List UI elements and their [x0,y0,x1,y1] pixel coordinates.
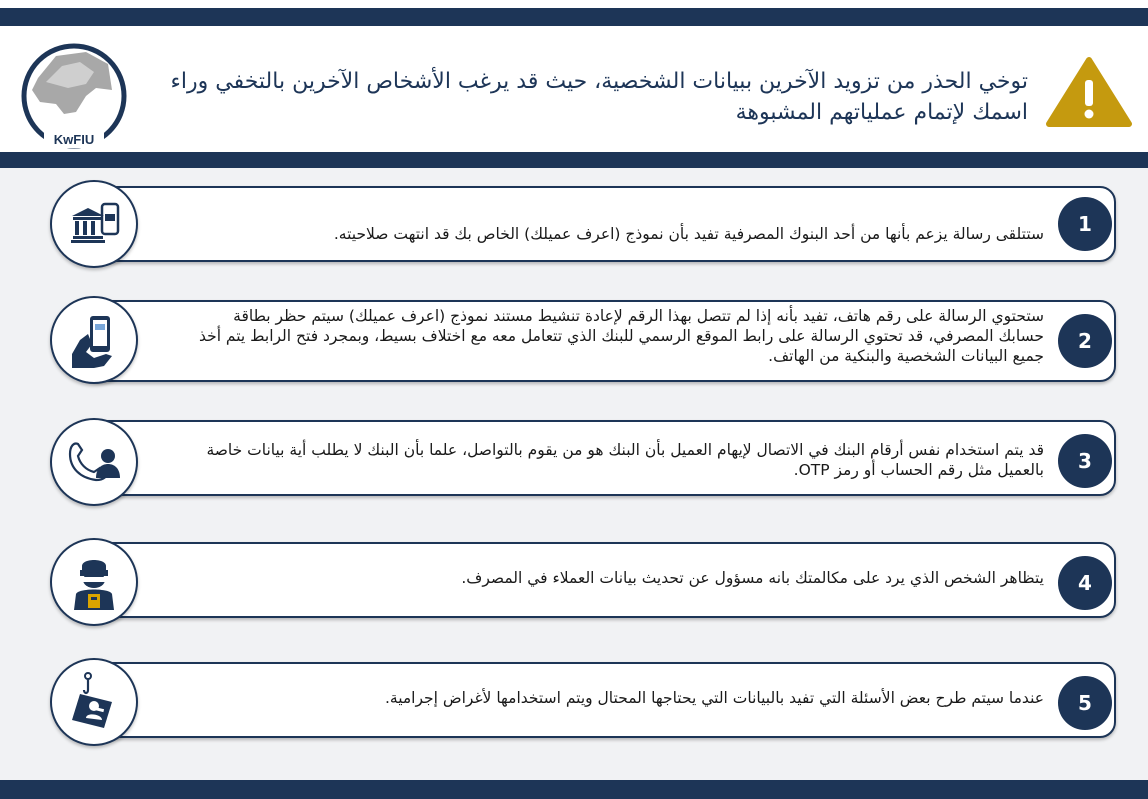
item-text: قد يتم استخدام نفس أرقام البنك في الاتصال لإيهام العميل بأن البنك هو من يقوم بالتواصل، علما بأن البنك لا يطلب أية بيانات خاصة بالعميل مثل رقم الحساب أو رمز OTP. [206,441,1044,479]
item-text: عندما سيتم طرح بعض الأسئلة التي تفيد بالبيانات التي يحتاجها المحتال ويتم استخدامها لأغراض إجرامية. [384,689,1044,707]
warning-icon [1046,56,1132,128]
bottom-band [0,780,1148,799]
item-number: 2 [1058,314,1112,368]
item-text: ستحتوي الرسالة على رقم هاتف، تفيد بأنه إذا لم تتصل بهذا الرقم لإعادة تنشيط مستند نموذج (اعرف عميلك) سيتم حظر بطاقة حسابك المصرفي، قد تحتوي الرسالة على رابط الموقع الرسمي للبنك الذي تتعامل معه مع اختلاف بسيط، وبمجرد فتح الرابط يتم أخذ جميع البيانات الشخصية والبنكية من الهاتف. [198,307,1044,365]
masked-thief-icon [50,538,138,626]
header-warning-text: توخي الحذر من تزويد الآخرين ببيانات الشخصية، حيث قد يرغب الأشخاص الآخرين بالتخفي وراء اسمك لإتمام عملياتهم المشبوهة [170,69,1028,125]
item-text: يتظاهر الشخص الذي يرد على مكالمتك بانه مسؤول عن تحديث بيانات العملاء في المصرف. [461,569,1044,587]
item-text: ستتلقى رسالة يزعم بأنها من أحد البنوك المصرفية تفيد بأن نموذج (اعرف عميلك) الخاص بك قد انتهت صلاحيته. [333,225,1044,243]
middle-band [0,152,1148,168]
phishing-hook-icon [50,658,138,746]
logo-text: KwFIU [53,132,95,147]
top-band [0,8,1148,26]
item-number: 1 [1058,197,1112,251]
kwfiu-logo [16,38,132,150]
hand-phone-icon [50,296,138,384]
content-area [0,168,1148,780]
item-number: 4 [1058,556,1112,610]
bank-phone-icon [50,180,138,268]
item-number: 5 [1058,676,1112,730]
caller-icon [50,418,138,506]
item-number: 3 [1058,434,1112,488]
header [0,26,1148,152]
